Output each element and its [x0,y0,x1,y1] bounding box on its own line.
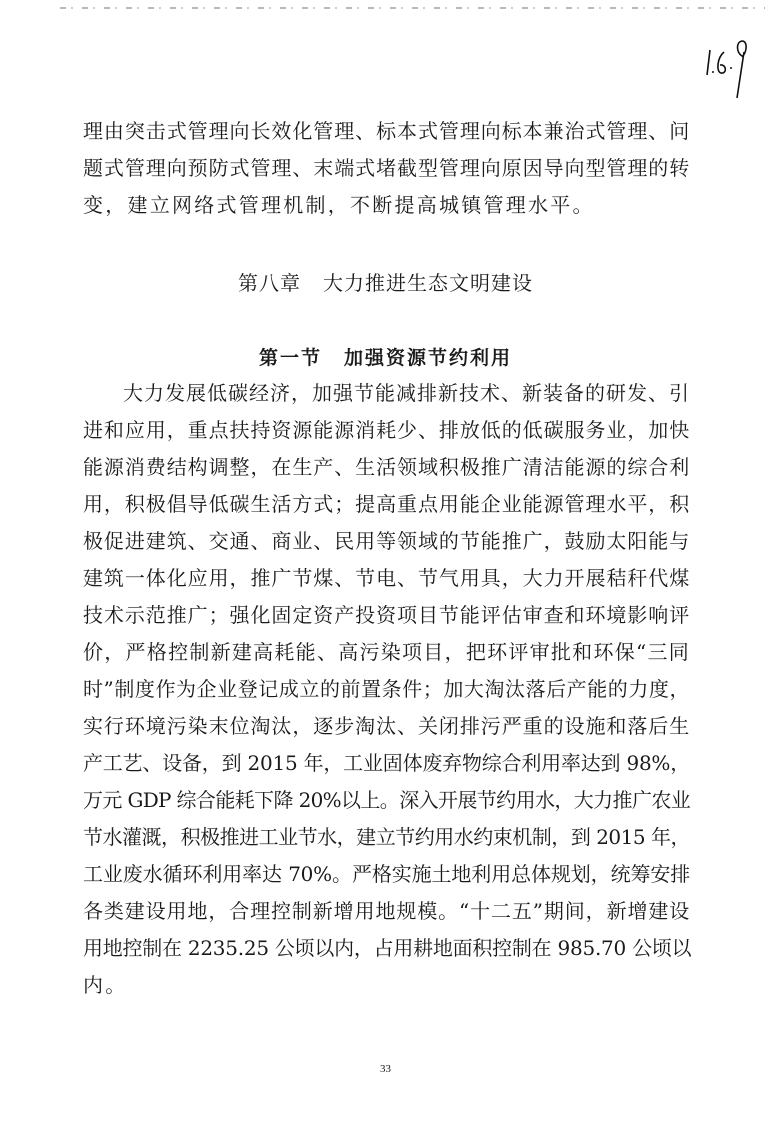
text-line: 万元 GDP 综合能耗下降 20%以上。深入开展节约用水，大力推广农业 [83,788,690,812]
text-line: 用，积极倡导低碳生活方式；提高重点用能企业能源管理水平，积 [83,492,690,516]
text-line: 极促进建筑、交通、商业、民用等领域的节能推广，鼓励太阳能与 [83,529,690,553]
chapter-number: 第八章 [238,271,301,295]
text-line: 用地控制在 2235.25 公顷以内，占用耕地面积控制在 985.70 公顷以 [83,936,692,960]
text-line: 大力发展低碳经济，加强节能减排新技术、新装备的研发、引 [123,381,690,405]
text-line: 时”制度作为企业登记成立的前置条件；加大淘汰落后产能的力度， [83,677,690,701]
chapter-title: 大力推进生态文明建设 [323,271,533,295]
text-line: 产工艺、设备，到 2015 年，工业固体废弃物综合利用率达到 98%， [83,751,690,775]
text-line: 题式管理向预防式管理、末端式堵截型管理向原因导向型管理的转 [83,156,690,180]
page-number: 33 [380,1063,391,1075]
chapter-heading [0,271,771,295]
text-line: 建筑一体化应用，推广节煤、节电、节气用具，大力开展秸秆代煤 [83,566,690,590]
text-line: 技术示范推广；强化固定资产投资项目节能评估审查和环境影响评 [83,603,690,627]
section-number: 第一节 [258,347,322,369]
text-line: 价，严格控制新建高耗能、高污染项目，把环评审批和环保“三同 [83,640,690,664]
text-line: 工业废水循环利用率达 70%。严格实施土地利用总体规划，统筹安排 [83,862,690,886]
section-heading [0,346,771,370]
text-line: 节水灌溉，积极推进工业节水，建立节约用水约束机制，到 2015 年， [83,825,690,849]
text-line: 实行环境污染末位淘汰，逐步淘汰、关闭排污严重的设施和落后生 [83,714,690,738]
handwritten-page-mark [700,30,760,100]
section-title: 加强资源节约利用 [344,347,513,369]
text-line: 能源消费结构调整，在生产、生活领域积极推广清洁能源的综合利 [83,455,690,479]
scan-header-noise [60,7,765,9]
handwritten-page-mark-drawing [700,30,760,100]
text-line: 内。 [83,973,128,997]
text-line: 变，建立网络式管理机制，不断提高城镇管理水平。 [83,193,595,217]
text-line: 进和应用，重点扶持资源能源消耗少、排放低的低碳服务业，加快 [83,418,690,442]
text-line: 各类建设用地，合理控制新增用地规模。“十二五”期间，新增建设 [83,899,690,923]
text-line: 理由突击式管理向长效化管理、标本式管理向标本兼治式管理、问 [83,119,690,143]
